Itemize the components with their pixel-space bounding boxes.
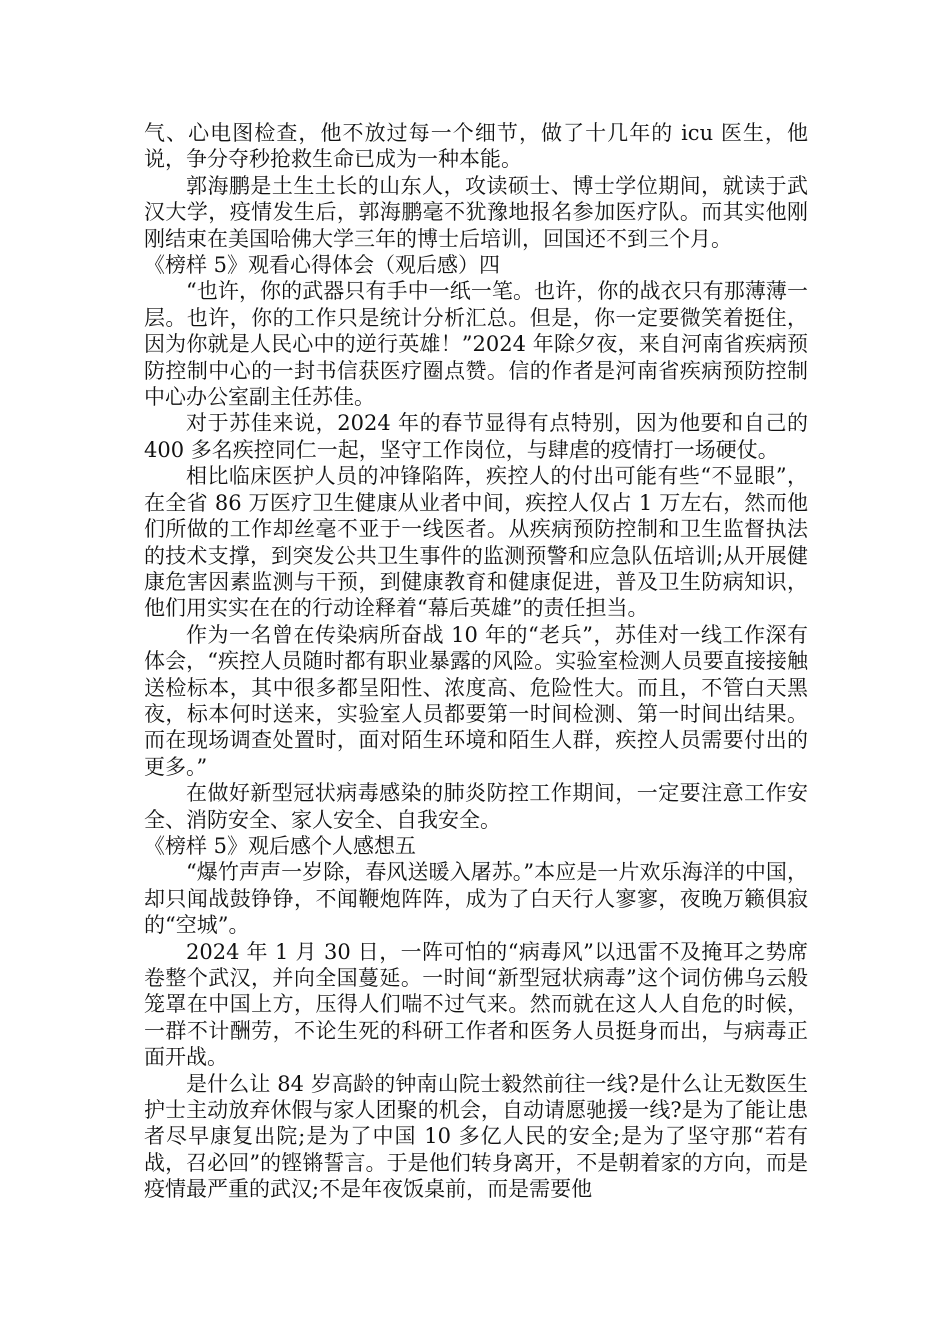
paragraph: “爆竹声声一岁除，春风送暖入屠苏。”本应是一片欢乐海洋的中国，却只闻战鼓铮铮，不闻鞭炮阵阵，成为了白天行人寥寥，夜晚万籁俱寂的“空城”。 [144, 860, 808, 938]
section-heading: 《榜样 5》观看心得体会（观后感）四 [144, 253, 501, 278]
paragraph: 是什么让 84 岁高龄的钟南山院士毅然前往一线?是什么让无数医生护士主动放弃休假与家人团聚的机会，自动请愿驰援一线?是为了能让患者尽早康复出院;是为了中国 10 多亿人民的安全;是为了坚守那“若有战，召必回”的铿锵誓言。于是他们转身离开，不是朝着家的方向，而是疫情最严重的武汉;不是年夜饭桌前，而是需要他 [144, 1071, 808, 1202]
paragraph: 2024 年 1 月 30 日，一阵可怕的“病毒风”以迅雷不及掩耳之势席卷整个武汉，并向全国蔓延。一时间“新型冠状病毒”这个词仿佛乌云般笼罩在中国上方，压得人们喘不过气来。然而就在这人人自危的时候，一群不计酬劳，不论生死的科研工作者和医务人员挺身而出，与病毒正面开战。 [144, 939, 808, 1070]
paragraph: 郭海鹏是土生土长的山东人，攻读硕士、博士学位期间，就读于武汉大学，疫情发生后，郭海鹏毫不犹豫地报名参加医疗队。而其实他刚刚结束在美国哈佛大学三年的博士后培训，回国还不到三个月。 [144, 173, 808, 251]
paragraph: 作为一名曾在传染病所奋战 10 年的“老兵”，苏佳对一线工作深有体会，“疾控人员随时都有职业暴露的风险。实验室检测人员要直接接触送检标本，其中很多都呈阳性、浓度高、危险性大。而且，不管白天黑夜，标本何时送来，实验室人员都要第一时间检测、第一时间出结果。而在现场调查处置时，面对陌生环境和陌生人群，疾控人员需要付出的更多。” [144, 622, 808, 779]
section-heading: 《榜样 5》观后感个人感想五 [144, 833, 417, 858]
paragraph: “也许，你的武器只有手中一纸一笔。也许，你的战衣只有那薄薄一层。也许，你的工作只是统计分析汇总。但是，你一定要微笑着挺住，因为你就是人民心中的逆行英雄！”2024 年除夕夜，来自河南省疾病预防控制中心的一封书信获医疗圈点赞。信的作者是河南省疾病预防控制中心办公室副主任苏佳。 [144, 279, 808, 410]
document-page [144, 120, 808, 1203]
paragraph: 相比临床医护人员的冲锋陷阵，疾控人的付出可能有些“不显眼”，在全省 86 万医疗卫生健康从业者中间，疾控人仅占 1 万左右，然而他们所做的工作却丝毫不亚于一线医者。从疾病预防控制和卫生监督执法的技术支撑，到突发公共卫生事件的监测预警和应急队伍培训;从开展健康危害因素监测与干预，到健康教育和健康促进，普及卫生防病知识，他们用实实在在的行动诠释着“幕后英雄”的责任担当。 [144, 464, 808, 621]
paragraph: 对于苏佳来说，2024 年的春节显得有点特别，因为他要和自己的 400 多名疾控同仁一起，坚守工作岗位，与肆虐的疫情打一场硬仗。 [144, 411, 808, 462]
paragraph: 在做好新型冠状病毒感染的肺炎防控工作期间，一定要注意工作安全、消防安全、家人安全、自我安全。 [144, 781, 808, 832]
paragraph-continued: 气、心电图检查，他不放过每一个细节，做了十几年的 icu 医生，他说，争分夺秒抢救生命已成为一种本能。 [144, 121, 808, 172]
